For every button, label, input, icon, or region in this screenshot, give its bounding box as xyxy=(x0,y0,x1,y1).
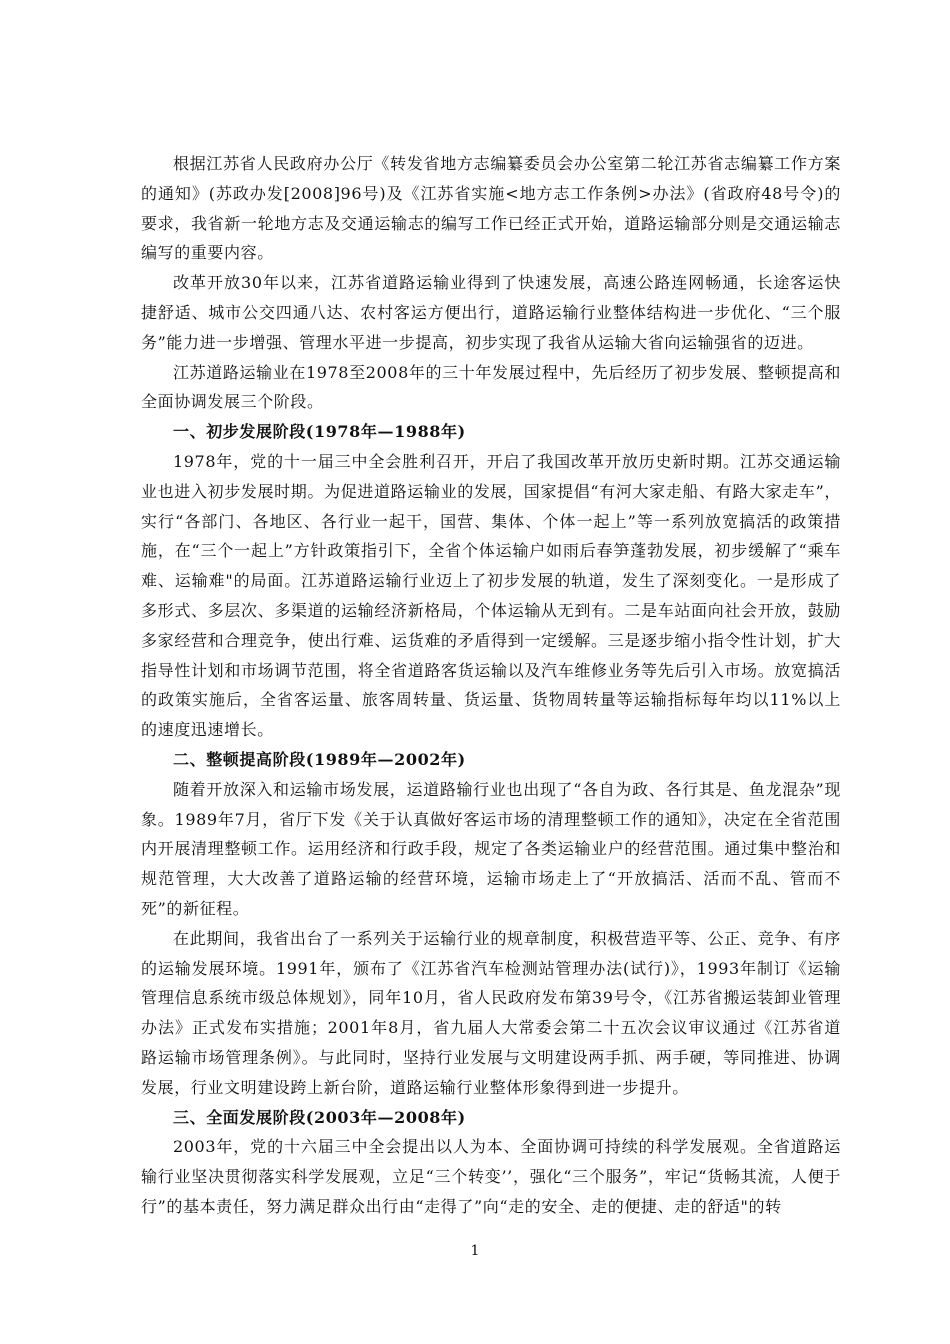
paragraph-regulations: 在此期间，我省出台了一系列关于运输行业的规章制度，积极营造平等、公正、竞争、有序的运输发展环境。1991年，颁布了《江苏省汽车检测站管理办法(试行)》，1993年制订《运输管理信息系统市级总体规划》，同年10月，省人民政府发布第39号令，《江苏省搬运装卸业管理办法》正式发布实措施；2001年8月，省九届人大常委会第二十五次会议审议通过《江苏省道路运输市场管理条例》。与此同时，坚持行业发展与文明建设两手抓、两手硬，等同推进、协调发展，行业文明建设跨上新台阶，道路运输行业整体形象得到进一步提升。 xyxy=(141,928,841,1097)
section-heading-initial-stage: 一、初步发展阶段(1978年—1988年) xyxy=(173,422,466,442)
paragraph-intro: 根据江苏省人民政府办公厅《转发省地方志编纂委员会办公室第二轮江苏省志编纂工作方案的通知》(苏政办发[2008]96号)及《江苏省实施<地方志工作条例>办法》(省政府48号令)的要求，我省新一轮地方志及交通运输志的编写工作已经正式开始，道路运输部分则是交通运输志编写的重要内容。 xyxy=(141,154,841,263)
section-heading-comprehensive-stage: 三、全面发展阶段(2003年—2008年) xyxy=(173,1107,466,1127)
paragraph-reform-overview: 改革开放30年以来，江苏省道路运输业得到了快速发展，高速公路连网畅通，长途客运快捷舒适、城市公交四通八达、农村客运方便出行，道路运输行业整体结构进一步优化、“三个服务”能力进一步增强、管理水平进一步提高，初步实现了我省从运输大省向运输强省的迈进。 xyxy=(141,273,841,352)
document-body xyxy=(141,149,841,1222)
page-number: 1 xyxy=(470,1243,480,1259)
paragraph-initial-stage: 1978年，党的十一届三中全会胜利召开，开启了我国改革开放历史新时期。江苏交通运输业也进入初步发展时期。为促进道路运输业的发展，国家提倡“有河大家走船、有路大家走车”，实行“各部门、各地区、各行业一起干，国营、集体、个体一起上”等一系列放宽搞活的政策措施，在“三个一起上”方针政策指引下，全省个体运输户如雨后春笋蓬勃发展，初步缓解了“乘车难、运输难"的局面。江苏道路运输行业迈上了初步发展的轨道，发生了深刻变化。一是形成了多形式、多层次、多渠道的运输经济新格局，个体运输从无到有。二是车站面向社会开放，鼓励多家经营和合理竞争，使出行难、运货难的矛盾得到一定缓解。三是逐步缩小指令性计划，扩大指导性计划和市场调节范围，将全省道路客货运输以及汽车维修业务等先后引入市场。放宽搞活的政策实施后，全省客运量、旅客周转量、货运量、货物周转量等运输指标每年均以11%以上的速度迅速增长。 xyxy=(141,451,841,740)
paragraph-rectification: 随着开放深入和运输市场发展，运道路输行业也出现了“各自为政、各行其是、鱼龙混杂”现象。1989年7月，省厅下发《关于认真做好客运市场的清理整顿工作的通知》，决定在全省范围内开展清理整顿工作。运用经济和行政手段，规定了各类运输业户的经营范围。通过集中整治和规范管理，大大改善了道路运输的经营环境，运输市场走上了“开放搞活、活而不乱、管而不死”的新征程。 xyxy=(141,779,841,918)
section-heading-rectification-stage: 二、整顿提高阶段(1989年—2002年) xyxy=(173,749,466,769)
paragraph-three-stages: 江苏道路运输业在1978至2008年的三十年发展过程中，先后经历了初步发展、整顿提高和全面协调发展三个阶段。 xyxy=(141,362,841,412)
paragraph-comprehensive: 2003年，党的十六届三中全会提出以人为本、全面协调可持续的科学发展观。全省道路运输行业坚决贯彻落实科学发展观，立足“三个转变’’，强化“三个服务”，牢记“货畅其流，人便于行”的基本责任，努力满足群众出行由“走得了”向“走的安全、走的便捷、走的舒适"的转 xyxy=(141,1137,841,1216)
